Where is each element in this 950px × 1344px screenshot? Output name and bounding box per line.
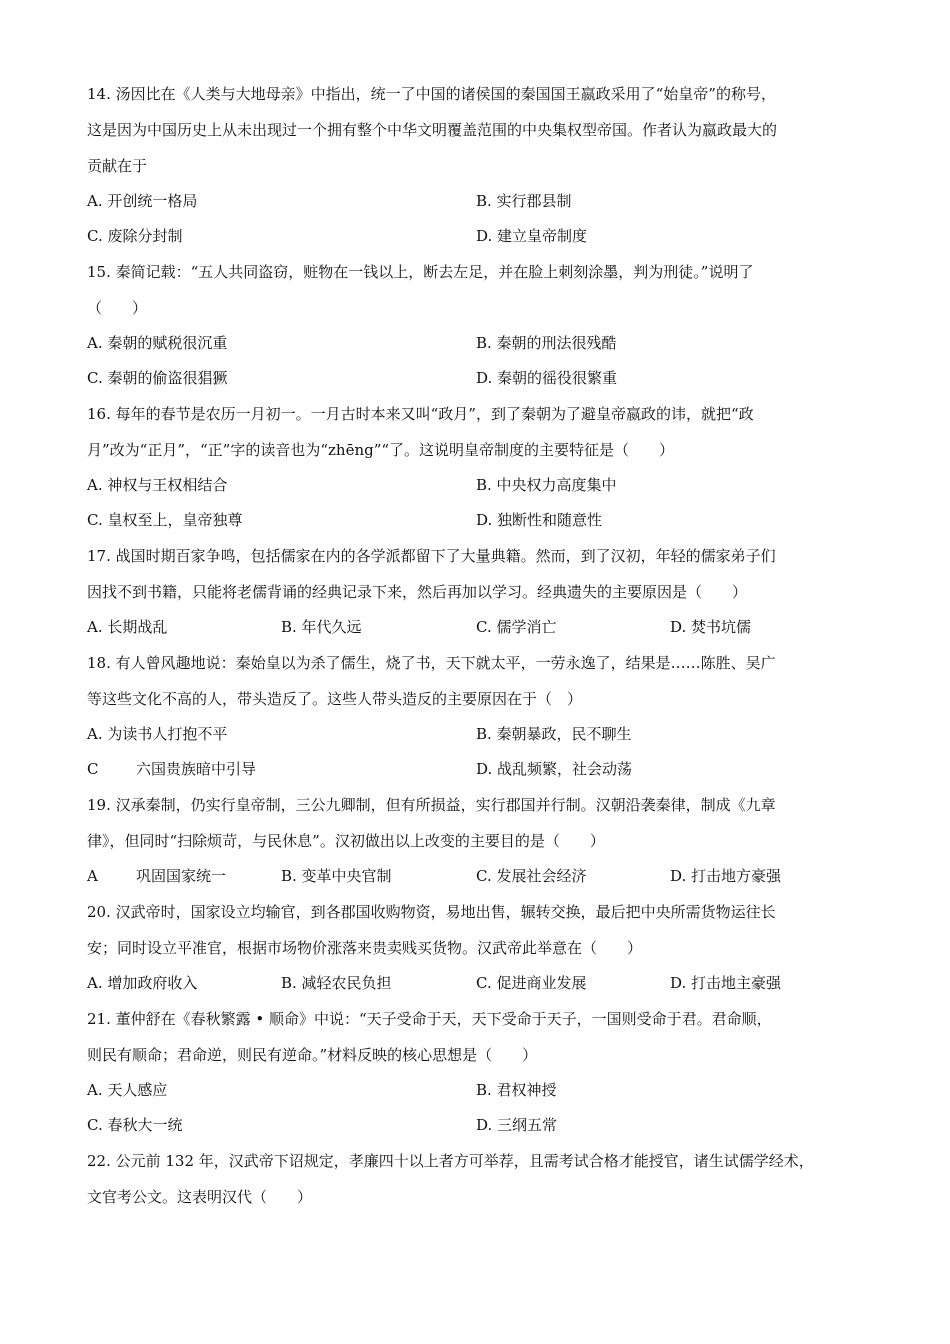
q21-option-d: D. 三纲五常 [476, 1116, 558, 1134]
q19-option-b: B. 变革中央官制 [281, 867, 392, 885]
q14-stem-line-1: 14. 汤因比在《人类与大地母亲》中指出，统一了中国的诸侯国的秦国国王嬴政采用了“始皇帝”的称号， [87, 85, 776, 103]
q16-option-d: D. 独断性和随意性 [476, 511, 603, 529]
q17-stem-line-1: 17. 战国时期百家争鸣，包括儒家在内的各学派都留下了大量典籍。然而，到了汉初，年轻的儒家弟子们 [87, 547, 776, 565]
q14-option-a: A. 开创统一格局 [87, 192, 198, 210]
q17-stem-line-2: 因找不到书籍，只能将老儒背诵的经典记录下来，然后再加以学习。经典遗失的主要原因是（ ） [87, 583, 748, 601]
q18-option-a: A. 为读书人打抱不平 [87, 725, 228, 743]
q21-option-b: B. 君权神授 [476, 1081, 557, 1099]
q16-stem-line-1: 16. 每年的春节是农历一月初一。一月古时本来又叫“政月”，到了秦朝为了避皇帝嬴政的讳，就把“政 [87, 405, 754, 423]
q19-option-d: D. 打击地方豪强 [670, 867, 782, 885]
q20-option-d: D. 打击地主豪强 [670, 974, 782, 992]
q20-option-c: C. 促进商业发展 [476, 974, 587, 992]
q21-option-a: A. 天人感应 [87, 1081, 168, 1099]
q22-stem-line-1: 22. 公元前 132 年，汉武帝下诏规定，孝廉四十以上者方可举荐，且需考试合格才能授官，诸生试儒学经术， [87, 1152, 814, 1170]
q16-stem-line-2: 月”改为“正月”，“正”字的读音也为“zhēng”“了。这说明皇帝制度的主要特征是（ ） [87, 441, 675, 459]
q19-stem-line-1: 19. 汉承秦制，仍实行皇帝制，三公九卿制，但有所损益，实行郡国并行制。汉朝沿袭秦律，制成《九章 [87, 796, 776, 814]
q17-option-a: A. 长期战乱 [87, 618, 168, 636]
q14-option-d: D. 建立皇帝制度 [476, 227, 588, 245]
q15-option-b: B. 秦朝的刑法很残酷 [476, 334, 617, 352]
q19-option-c: C. 发展社会经济 [476, 867, 587, 885]
q14-option-c: C. 废除分封制 [87, 227, 183, 245]
q20-option-b: B. 减轻农民负担 [281, 974, 392, 992]
q21-option-c: C. 春秋大一统 [87, 1116, 183, 1134]
q17-option-c: C. 儒学消亡 [476, 618, 557, 636]
q20-stem-line-1: 20. 汉武帝时，国家设立均输官，到各郡国收购物资，易地出售，辗转交换，最后把中央所需货物运往长 [87, 903, 776, 921]
q18-option-b: B. 秦朝暴政，民不聊生 [476, 725, 632, 743]
q16-option-c: C. 皇权至上，皇帝独尊 [87, 511, 243, 529]
q19-stem-line-2: 律》，但同时“扫除烦苛，与民休息”。汉初做出以上改变的主要目的是（ ） [87, 832, 605, 850]
q16-option-a: A. 神权与王权相结合 [87, 476, 228, 494]
q15-option-a: A. 秦朝的赋税很沉重 [87, 334, 228, 352]
q14-stem-line-2: 这是因为中国历史上从未出现过一个拥有整个中华文明覆盖范围的中央集权型帝国。作者认为嬴政最大的 [87, 121, 778, 139]
q15-stem-line-2: （ ） [87, 299, 148, 317]
q19-option-a-text: 巩固国家统一 [136, 867, 227, 885]
q18-option-c-letter: C [87, 760, 99, 778]
q14-stem-line-3: 贡献在于 [87, 157, 148, 175]
q21-stem-line-2: 则民有顺命；君命逆，则民有逆命。”材料反映的核心思想是（ ） [87, 1046, 538, 1064]
q22-stem-line-2: 文官考公文。这表明汉代（ ） [87, 1188, 313, 1206]
q18-stem-line-1: 18. 有人曾风趣地说：秦始皇以为杀了儒生，烧了书，天下就太平，一劳永逸了，结果是……陈胜、吴广 [87, 654, 776, 672]
q20-option-a: A. 增加政府收入 [87, 974, 198, 992]
q18-stem-line-2: 等这些文化不高的人，带头造反了。这些人带头造反的主要原因在于（ ） [87, 690, 583, 708]
q18-option-d: D. 战乱频繁，社会动荡 [476, 760, 633, 778]
q20-stem-line-2: 安；同时设立平准官，根据市场物价涨落来贵卖贱买货物。汉武帝此举意在（ ） [87, 939, 643, 957]
q15-stem-line-1: 15. 秦简记载：“五人共同盗窃，赃物在一钱以上，断去左足，并在脸上刺刻涂墨，判为刑徒。”说明了 [87, 263, 754, 281]
q14-option-b: B. 实行郡县制 [476, 192, 572, 210]
q18-option-c-text: 六国贵族暗中引导 [136, 760, 257, 778]
q16-option-b: B. 中央权力高度集中 [476, 476, 617, 494]
q15-option-c: C. 秦朝的偷盗很猖獗 [87, 369, 228, 387]
q17-option-b: B. 年代久远 [281, 618, 362, 636]
q19-option-a-letter: A [87, 867, 98, 885]
q21-stem-line-1: 21. 董仲舒在《春秋繁露 • 顺命》中说：“天子受命于天，天下受命于天子，一国则受命于君。君命顺， [87, 1010, 772, 1028]
q17-option-d: D. 焚书坑儒 [670, 618, 752, 636]
q15-option-d: D. 秦朝的徭役很繁重 [476, 369, 618, 387]
